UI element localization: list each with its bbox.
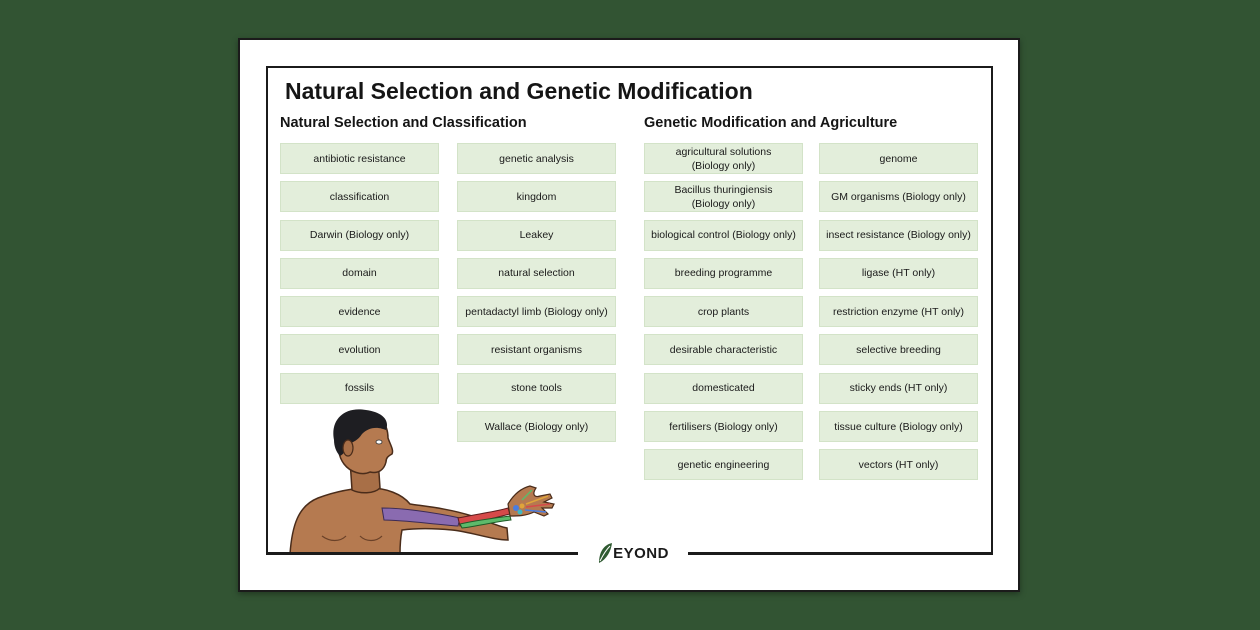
term-box: restriction enzyme (HT only): [819, 296, 978, 327]
term-box: genetic analysis: [457, 143, 616, 174]
term-box: desirable characteristic: [644, 334, 803, 365]
term-box: domain: [280, 258, 439, 289]
term-box: kingdom: [457, 181, 616, 212]
term-box: insect resistance (Biology only): [819, 220, 978, 251]
term-box: genetic engineering: [644, 449, 803, 480]
term-column-2: [457, 143, 616, 449]
term-box: breeding programme: [644, 258, 803, 289]
term-box: evolution: [280, 334, 439, 365]
human-arm-bones-illustration: [282, 408, 564, 554]
term-box: vectors (HT only): [819, 449, 978, 480]
term-box: stone tools: [457, 373, 616, 404]
term-box: antibiotic resistance: [280, 143, 439, 174]
term-box: fossils: [280, 373, 439, 404]
footer-rule-right: [688, 552, 993, 554]
term-box: biological control (Biology only): [644, 220, 803, 251]
term-box: resistant organisms: [457, 334, 616, 365]
term-box: classification: [280, 181, 439, 212]
section-heading-genetic-modification: Genetic Modification and Agriculture: [644, 115, 898, 131]
term-column-4: [819, 143, 978, 488]
term-box: agricultural solutions (Biology only): [644, 143, 803, 174]
page-title: Natural Selection and Genetic Modification: [285, 78, 753, 104]
term-box: genome: [819, 143, 978, 174]
beyond-logo: [578, 539, 688, 567]
section-heading-natural-selection: Natural Selection and Classification: [280, 115, 527, 131]
term-box: Darwin (Biology only): [280, 220, 439, 251]
term-box: ligase (HT only): [819, 258, 978, 289]
beyond-logo-text: EYOND: [613, 544, 669, 562]
term-box: Leakey: [457, 220, 616, 251]
term-box: pentadactyl limb (Biology only): [457, 296, 616, 327]
term-box: crop plants: [644, 296, 803, 327]
term-box: domesticated: [644, 373, 803, 404]
term-box: natural selection: [457, 258, 616, 289]
term-box: evidence: [280, 296, 439, 327]
term-box: fertilisers (Biology only): [644, 411, 803, 442]
term-column-1: [280, 143, 439, 411]
beyond-leaf-icon: [597, 543, 613, 563]
footer-rule-left: [266, 552, 578, 554]
term-box: Wallace (Biology only): [457, 411, 616, 442]
term-box: selective breeding: [819, 334, 978, 365]
term-box: Bacillus thuringiensis (Biology only): [644, 181, 803, 212]
term-column-3: [644, 143, 803, 488]
term-box: GM organisms (Biology only): [819, 181, 978, 212]
term-box: sticky ends (HT only): [819, 373, 978, 404]
term-box: tissue culture (Biology only): [819, 411, 978, 442]
